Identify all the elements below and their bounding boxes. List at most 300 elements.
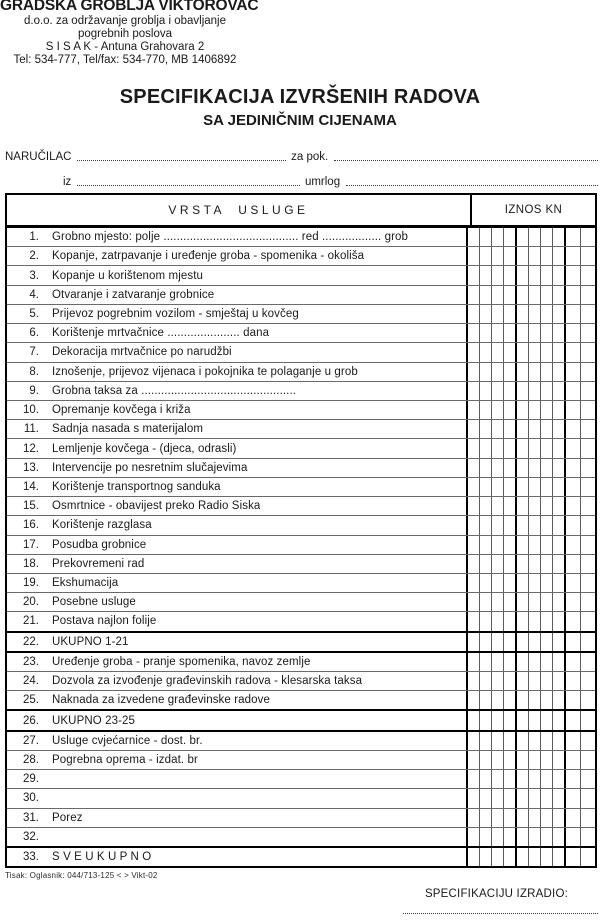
amount-field[interactable]: [466, 789, 595, 807]
amount-digit-cell[interactable]: [468, 459, 479, 477]
amount-digit-cell[interactable]: [580, 324, 595, 342]
amount-digit-cell[interactable]: [491, 305, 503, 323]
amount-digit-cell[interactable]: [564, 633, 580, 651]
amount-digit-cell[interactable]: [528, 478, 540, 496]
amount-digit-cell[interactable]: [540, 247, 552, 265]
amount-field[interactable]: [466, 653, 595, 671]
amount-digit-cell[interactable]: [540, 653, 552, 671]
amount-digit-cell[interactable]: [468, 828, 479, 846]
amount-digit-cell[interactable]: [564, 478, 580, 496]
amount-field[interactable]: [466, 478, 595, 496]
amount-digit-cell[interactable]: [552, 672, 564, 690]
amount-digit-cell[interactable]: [552, 305, 564, 323]
amount-digit-cell[interactable]: [580, 633, 595, 651]
amount-digit-cell[interactable]: [580, 497, 595, 515]
amount-digit-cell[interactable]: [528, 247, 540, 265]
amount-field[interactable]: [466, 363, 595, 381]
amount-digit-cell[interactable]: [515, 593, 528, 611]
amount-digit-cell[interactable]: [515, 612, 528, 630]
amount-digit-cell[interactable]: [503, 593, 515, 611]
amount-digit-cell[interactable]: [503, 497, 515, 515]
amount-digit-cell[interactable]: [564, 691, 580, 709]
amount-digit-cell[interactable]: [479, 459, 491, 477]
amount-digit-cell[interactable]: [491, 691, 503, 709]
amount-digit-cell[interactable]: [552, 266, 564, 284]
amount-digit-cell[interactable]: [564, 516, 580, 534]
amount-digit-cell[interactable]: [580, 363, 595, 381]
amount-digit-cell[interactable]: [479, 555, 491, 573]
amount-digit-cell[interactable]: [552, 286, 564, 304]
amount-digit-cell[interactable]: [515, 382, 528, 400]
amount-digit-cell[interactable]: [479, 809, 491, 827]
amount-field[interactable]: [466, 732, 595, 750]
amount-field[interactable]: [466, 751, 595, 769]
amount-digit-cell[interactable]: [515, 266, 528, 284]
amount-digit-cell[interactable]: [564, 732, 580, 750]
amount-digit-cell[interactable]: [515, 324, 528, 342]
amount-digit-cell[interactable]: [552, 691, 564, 709]
amount-digit-cell[interactable]: [503, 516, 515, 534]
amount-digit-cell[interactable]: [515, 809, 528, 827]
amount-digit-cell[interactable]: [503, 828, 515, 846]
za-pok-field[interactable]: [334, 160, 598, 161]
amount-digit-cell[interactable]: [580, 228, 595, 246]
amount-digit-cell[interactable]: [468, 247, 479, 265]
amount-digit-cell[interactable]: [564, 382, 580, 400]
amount-digit-cell[interactable]: [479, 286, 491, 304]
amount-digit-cell[interactable]: [528, 732, 540, 750]
amount-digit-cell[interactable]: [479, 228, 491, 246]
amount-field[interactable]: [466, 809, 595, 827]
amount-digit-cell[interactable]: [479, 633, 491, 651]
amount-digit-cell[interactable]: [479, 343, 491, 361]
amount-digit-cell[interactable]: [580, 789, 595, 807]
amount-field[interactable]: [466, 497, 595, 515]
amount-digit-cell[interactable]: [479, 420, 491, 438]
amount-digit-cell[interactable]: [564, 828, 580, 846]
amount-digit-cell[interactable]: [479, 848, 491, 866]
amount-digit-cell[interactable]: [580, 266, 595, 284]
amount-digit-cell[interactable]: [564, 363, 580, 381]
amount-digit-cell[interactable]: [540, 711, 552, 729]
amount-digit-cell[interactable]: [580, 732, 595, 750]
amount-digit-cell[interactable]: [468, 420, 479, 438]
amount-digit-cell[interactable]: [528, 828, 540, 846]
amount-digit-cell[interactable]: [540, 401, 552, 419]
amount-digit-cell[interactable]: [503, 672, 515, 690]
amount-digit-cell[interactable]: [468, 751, 479, 769]
amount-digit-cell[interactable]: [564, 711, 580, 729]
amount-digit-cell[interactable]: [468, 593, 479, 611]
amount-digit-cell[interactable]: [540, 420, 552, 438]
amount-digit-cell[interactable]: [540, 672, 552, 690]
amount-digit-cell[interactable]: [528, 751, 540, 769]
amount-digit-cell[interactable]: [580, 672, 595, 690]
amount-digit-cell[interactable]: [528, 497, 540, 515]
amount-digit-cell[interactable]: [528, 536, 540, 554]
amount-digit-cell[interactable]: [580, 828, 595, 846]
amount-digit-cell[interactable]: [528, 593, 540, 611]
amount-digit-cell[interactable]: [564, 555, 580, 573]
amount-digit-cell[interactable]: [479, 305, 491, 323]
amount-digit-cell[interactable]: [479, 612, 491, 630]
amount-digit-cell[interactable]: [540, 286, 552, 304]
amount-digit-cell[interactable]: [552, 363, 564, 381]
amount-field[interactable]: [466, 439, 595, 457]
amount-digit-cell[interactable]: [503, 286, 515, 304]
amount-digit-cell[interactable]: [528, 439, 540, 457]
amount-digit-cell[interactable]: [564, 574, 580, 592]
amount-digit-cell[interactable]: [491, 848, 503, 866]
amount-digit-cell[interactable]: [528, 711, 540, 729]
amount-digit-cell[interactable]: [564, 459, 580, 477]
amount-digit-cell[interactable]: [552, 401, 564, 419]
umrlog-field[interactable]: [346, 185, 598, 186]
amount-digit-cell[interactable]: [564, 266, 580, 284]
amount-digit-cell[interactable]: [580, 305, 595, 323]
amount-digit-cell[interactable]: [491, 711, 503, 729]
amount-digit-cell[interactable]: [468, 809, 479, 827]
amount-digit-cell[interactable]: [528, 305, 540, 323]
amount-digit-cell[interactable]: [515, 732, 528, 750]
amount-digit-cell[interactable]: [540, 789, 552, 807]
amount-digit-cell[interactable]: [491, 459, 503, 477]
amount-field[interactable]: [466, 828, 595, 846]
amount-digit-cell[interactable]: [564, 305, 580, 323]
amount-digit-cell[interactable]: [564, 247, 580, 265]
amount-digit-cell[interactable]: [552, 228, 564, 246]
amount-digit-cell[interactable]: [491, 286, 503, 304]
amount-digit-cell[interactable]: [491, 536, 503, 554]
amount-digit-cell[interactable]: [564, 612, 580, 630]
amount-field[interactable]: [466, 228, 595, 246]
amount-field[interactable]: [466, 848, 595, 866]
amount-digit-cell[interactable]: [515, 653, 528, 671]
amount-digit-cell[interactable]: [528, 324, 540, 342]
amount-field[interactable]: [466, 459, 595, 477]
amount-digit-cell[interactable]: [468, 478, 479, 496]
amount-digit-cell[interactable]: [528, 555, 540, 573]
amount-digit-cell[interactable]: [515, 828, 528, 846]
amount-digit-cell[interactable]: [479, 516, 491, 534]
amount-digit-cell[interactable]: [468, 848, 479, 866]
amount-digit-cell[interactable]: [479, 266, 491, 284]
amount-digit-cell[interactable]: [468, 343, 479, 361]
amount-digit-cell[interactable]: [515, 478, 528, 496]
amount-digit-cell[interactable]: [528, 653, 540, 671]
amount-digit-cell[interactable]: [552, 770, 564, 788]
amount-digit-cell[interactable]: [540, 324, 552, 342]
amount-digit-cell[interactable]: [528, 343, 540, 361]
amount-digit-cell[interactable]: [580, 286, 595, 304]
amount-digit-cell[interactable]: [580, 382, 595, 400]
amount-digit-cell[interactable]: [491, 672, 503, 690]
amount-digit-cell[interactable]: [528, 809, 540, 827]
amount-field[interactable]: [466, 612, 595, 630]
amount-digit-cell[interactable]: [479, 401, 491, 419]
amount-digit-cell[interactable]: [580, 343, 595, 361]
amount-digit-cell[interactable]: [564, 809, 580, 827]
amount-digit-cell[interactable]: [564, 536, 580, 554]
amount-digit-cell[interactable]: [491, 732, 503, 750]
amount-digit-cell[interactable]: [528, 516, 540, 534]
amount-digit-cell[interactable]: [468, 770, 479, 788]
amount-digit-cell[interactable]: [468, 266, 479, 284]
amount-digit-cell[interactable]: [468, 228, 479, 246]
amount-digit-cell[interactable]: [479, 536, 491, 554]
amount-digit-cell[interactable]: [564, 789, 580, 807]
amount-field[interactable]: [466, 516, 595, 534]
amount-digit-cell[interactable]: [540, 536, 552, 554]
amount-digit-cell[interactable]: [540, 751, 552, 769]
amount-digit-cell[interactable]: [468, 497, 479, 515]
amount-digit-cell[interactable]: [552, 536, 564, 554]
amount-digit-cell[interactable]: [503, 770, 515, 788]
amount-digit-cell[interactable]: [540, 555, 552, 573]
amount-digit-cell[interactable]: [552, 516, 564, 534]
amount-digit-cell[interactable]: [468, 653, 479, 671]
amount-digit-cell[interactable]: [552, 439, 564, 457]
amount-digit-cell[interactable]: [515, 751, 528, 769]
amount-digit-cell[interactable]: [552, 751, 564, 769]
amount-digit-cell[interactable]: [564, 770, 580, 788]
amount-digit-cell[interactable]: [515, 497, 528, 515]
amount-digit-cell[interactable]: [479, 653, 491, 671]
amount-digit-cell[interactable]: [503, 711, 515, 729]
amount-digit-cell[interactable]: [479, 732, 491, 750]
amount-field[interactable]: [466, 247, 595, 265]
amount-digit-cell[interactable]: [515, 691, 528, 709]
amount-digit-cell[interactable]: [552, 789, 564, 807]
amount-digit-cell[interactable]: [503, 848, 515, 866]
amount-digit-cell[interactable]: [528, 770, 540, 788]
amount-digit-cell[interactable]: [468, 305, 479, 323]
amount-digit-cell[interactable]: [515, 711, 528, 729]
amount-digit-cell[interactable]: [580, 653, 595, 671]
amount-digit-cell[interactable]: [580, 574, 595, 592]
amount-digit-cell[interactable]: [515, 536, 528, 554]
amount-digit-cell[interactable]: [503, 478, 515, 496]
amount-digit-cell[interactable]: [552, 612, 564, 630]
amount-digit-cell[interactable]: [564, 751, 580, 769]
amount-digit-cell[interactable]: [552, 848, 564, 866]
amount-digit-cell[interactable]: [468, 555, 479, 573]
amount-digit-cell[interactable]: [515, 633, 528, 651]
amount-digit-cell[interactable]: [503, 343, 515, 361]
amount-digit-cell[interactable]: [479, 439, 491, 457]
amount-digit-cell[interactable]: [580, 247, 595, 265]
amount-digit-cell[interactable]: [580, 516, 595, 534]
amount-digit-cell[interactable]: [528, 848, 540, 866]
amount-digit-cell[interactable]: [515, 305, 528, 323]
amount-digit-cell[interactable]: [564, 343, 580, 361]
amount-digit-cell[interactable]: [580, 848, 595, 866]
amount-digit-cell[interactable]: [468, 691, 479, 709]
amount-digit-cell[interactable]: [468, 612, 479, 630]
amount-field[interactable]: [466, 382, 595, 400]
amount-digit-cell[interactable]: [564, 497, 580, 515]
amount-digit-cell[interactable]: [540, 574, 552, 592]
amount-digit-cell[interactable]: [479, 691, 491, 709]
amount-digit-cell[interactable]: [515, 228, 528, 246]
amount-field[interactable]: [466, 401, 595, 419]
amount-digit-cell[interactable]: [503, 228, 515, 246]
amount-digit-cell[interactable]: [515, 459, 528, 477]
amount-digit-cell[interactable]: [540, 633, 552, 651]
amount-digit-cell[interactable]: [552, 809, 564, 827]
amount-digit-cell[interactable]: [491, 247, 503, 265]
amount-field[interactable]: [466, 770, 595, 788]
amount-digit-cell[interactable]: [564, 401, 580, 419]
amount-digit-cell[interactable]: [528, 420, 540, 438]
amount-digit-cell[interactable]: [515, 363, 528, 381]
amount-digit-cell[interactable]: [528, 286, 540, 304]
amount-digit-cell[interactable]: [580, 536, 595, 554]
amount-digit-cell[interactable]: [515, 420, 528, 438]
amount-digit-cell[interactable]: [491, 516, 503, 534]
amount-digit-cell[interactable]: [540, 593, 552, 611]
amount-field[interactable]: [466, 574, 595, 592]
amount-digit-cell[interactable]: [503, 363, 515, 381]
amount-digit-cell[interactable]: [491, 593, 503, 611]
amount-digit-cell[interactable]: [564, 324, 580, 342]
amount-digit-cell[interactable]: [528, 633, 540, 651]
amount-digit-cell[interactable]: [564, 653, 580, 671]
amount-digit-cell[interactable]: [564, 672, 580, 690]
amount-digit-cell[interactable]: [468, 574, 479, 592]
amount-digit-cell[interactable]: [528, 382, 540, 400]
amount-digit-cell[interactable]: [580, 691, 595, 709]
amount-digit-cell[interactable]: [540, 809, 552, 827]
amount-digit-cell[interactable]: [528, 401, 540, 419]
amount-digit-cell[interactable]: [468, 324, 479, 342]
amount-digit-cell[interactable]: [479, 382, 491, 400]
amount-digit-cell[interactable]: [515, 286, 528, 304]
amount-digit-cell[interactable]: [503, 439, 515, 457]
amount-digit-cell[interactable]: [503, 751, 515, 769]
amount-digit-cell[interactable]: [479, 828, 491, 846]
amount-digit-cell[interactable]: [503, 555, 515, 573]
amount-digit-cell[interactable]: [580, 770, 595, 788]
amount-digit-cell[interactable]: [515, 343, 528, 361]
amount-digit-cell[interactable]: [491, 382, 503, 400]
amount-digit-cell[interactable]: [468, 536, 479, 554]
amount-digit-cell[interactable]: [491, 770, 503, 788]
amount-digit-cell[interactable]: [479, 247, 491, 265]
amount-digit-cell[interactable]: [491, 497, 503, 515]
amount-digit-cell[interactable]: [503, 536, 515, 554]
amount-field[interactable]: [466, 633, 595, 651]
amount-digit-cell[interactable]: [503, 732, 515, 750]
amount-digit-cell[interactable]: [491, 343, 503, 361]
amount-digit-cell[interactable]: [503, 809, 515, 827]
amount-digit-cell[interactable]: [491, 478, 503, 496]
amount-digit-cell[interactable]: [515, 516, 528, 534]
amount-digit-cell[interactable]: [515, 401, 528, 419]
amount-digit-cell[interactable]: [503, 691, 515, 709]
amount-digit-cell[interactable]: [540, 343, 552, 361]
amount-digit-cell[interactable]: [528, 672, 540, 690]
amount-digit-cell[interactable]: [468, 711, 479, 729]
amount-digit-cell[interactable]: [580, 555, 595, 573]
iz-field[interactable]: [77, 185, 300, 186]
amount-digit-cell[interactable]: [479, 497, 491, 515]
amount-digit-cell[interactable]: [528, 228, 540, 246]
amount-digit-cell[interactable]: [491, 401, 503, 419]
amount-digit-cell[interactable]: [580, 439, 595, 457]
amount-digit-cell[interactable]: [503, 266, 515, 284]
amount-field[interactable]: [466, 420, 595, 438]
amount-digit-cell[interactable]: [491, 789, 503, 807]
amount-digit-cell[interactable]: [468, 789, 479, 807]
amount-digit-cell[interactable]: [564, 228, 580, 246]
amount-digit-cell[interactable]: [540, 382, 552, 400]
amount-digit-cell[interactable]: [503, 789, 515, 807]
amount-digit-cell[interactable]: [491, 420, 503, 438]
amount-digit-cell[interactable]: [552, 247, 564, 265]
amount-digit-cell[interactable]: [580, 401, 595, 419]
amount-field[interactable]: [466, 593, 595, 611]
amount-digit-cell[interactable]: [479, 574, 491, 592]
amount-digit-cell[interactable]: [552, 633, 564, 651]
amount-digit-cell[interactable]: [491, 324, 503, 342]
amount-digit-cell[interactable]: [564, 593, 580, 611]
amount-digit-cell[interactable]: [552, 343, 564, 361]
amount-digit-cell[interactable]: [491, 809, 503, 827]
amount-digit-cell[interactable]: [540, 363, 552, 381]
amount-digit-cell[interactable]: [515, 789, 528, 807]
amount-digit-cell[interactable]: [503, 247, 515, 265]
amount-digit-cell[interactable]: [552, 478, 564, 496]
amount-digit-cell[interactable]: [468, 516, 479, 534]
amount-digit-cell[interactable]: [540, 305, 552, 323]
amount-digit-cell[interactable]: [468, 672, 479, 690]
amount-digit-cell[interactable]: [580, 593, 595, 611]
amount-digit-cell[interactable]: [515, 555, 528, 573]
amount-digit-cell[interactable]: [491, 612, 503, 630]
amount-digit-cell[interactable]: [552, 574, 564, 592]
amount-digit-cell[interactable]: [552, 324, 564, 342]
amount-digit-cell[interactable]: [540, 497, 552, 515]
amount-digit-cell[interactable]: [491, 574, 503, 592]
amount-digit-cell[interactable]: [552, 653, 564, 671]
amount-digit-cell[interactable]: [580, 478, 595, 496]
amount-digit-cell[interactable]: [491, 555, 503, 573]
amount-digit-cell[interactable]: [528, 459, 540, 477]
amount-field[interactable]: [466, 555, 595, 573]
amount-digit-cell[interactable]: [540, 478, 552, 496]
amount-digit-cell[interactable]: [503, 633, 515, 651]
amount-digit-cell[interactable]: [468, 401, 479, 419]
amount-digit-cell[interactable]: [503, 401, 515, 419]
amount-digit-cell[interactable]: [479, 324, 491, 342]
prepared-by-signature-field[interactable]: [403, 913, 598, 914]
amount-digit-cell[interactable]: [515, 439, 528, 457]
amount-digit-cell[interactable]: [503, 574, 515, 592]
amount-digit-cell[interactable]: [540, 439, 552, 457]
amount-digit-cell[interactable]: [528, 363, 540, 381]
amount-digit-cell[interactable]: [580, 809, 595, 827]
amount-digit-cell[interactable]: [491, 751, 503, 769]
amount-digit-cell[interactable]: [479, 363, 491, 381]
amount-digit-cell[interactable]: [468, 286, 479, 304]
amount-digit-cell[interactable]: [468, 363, 479, 381]
amount-digit-cell[interactable]: [580, 612, 595, 630]
amount-digit-cell[interactable]: [479, 770, 491, 788]
amount-digit-cell[interactable]: [564, 439, 580, 457]
amount-digit-cell[interactable]: [479, 672, 491, 690]
amount-digit-cell[interactable]: [468, 633, 479, 651]
